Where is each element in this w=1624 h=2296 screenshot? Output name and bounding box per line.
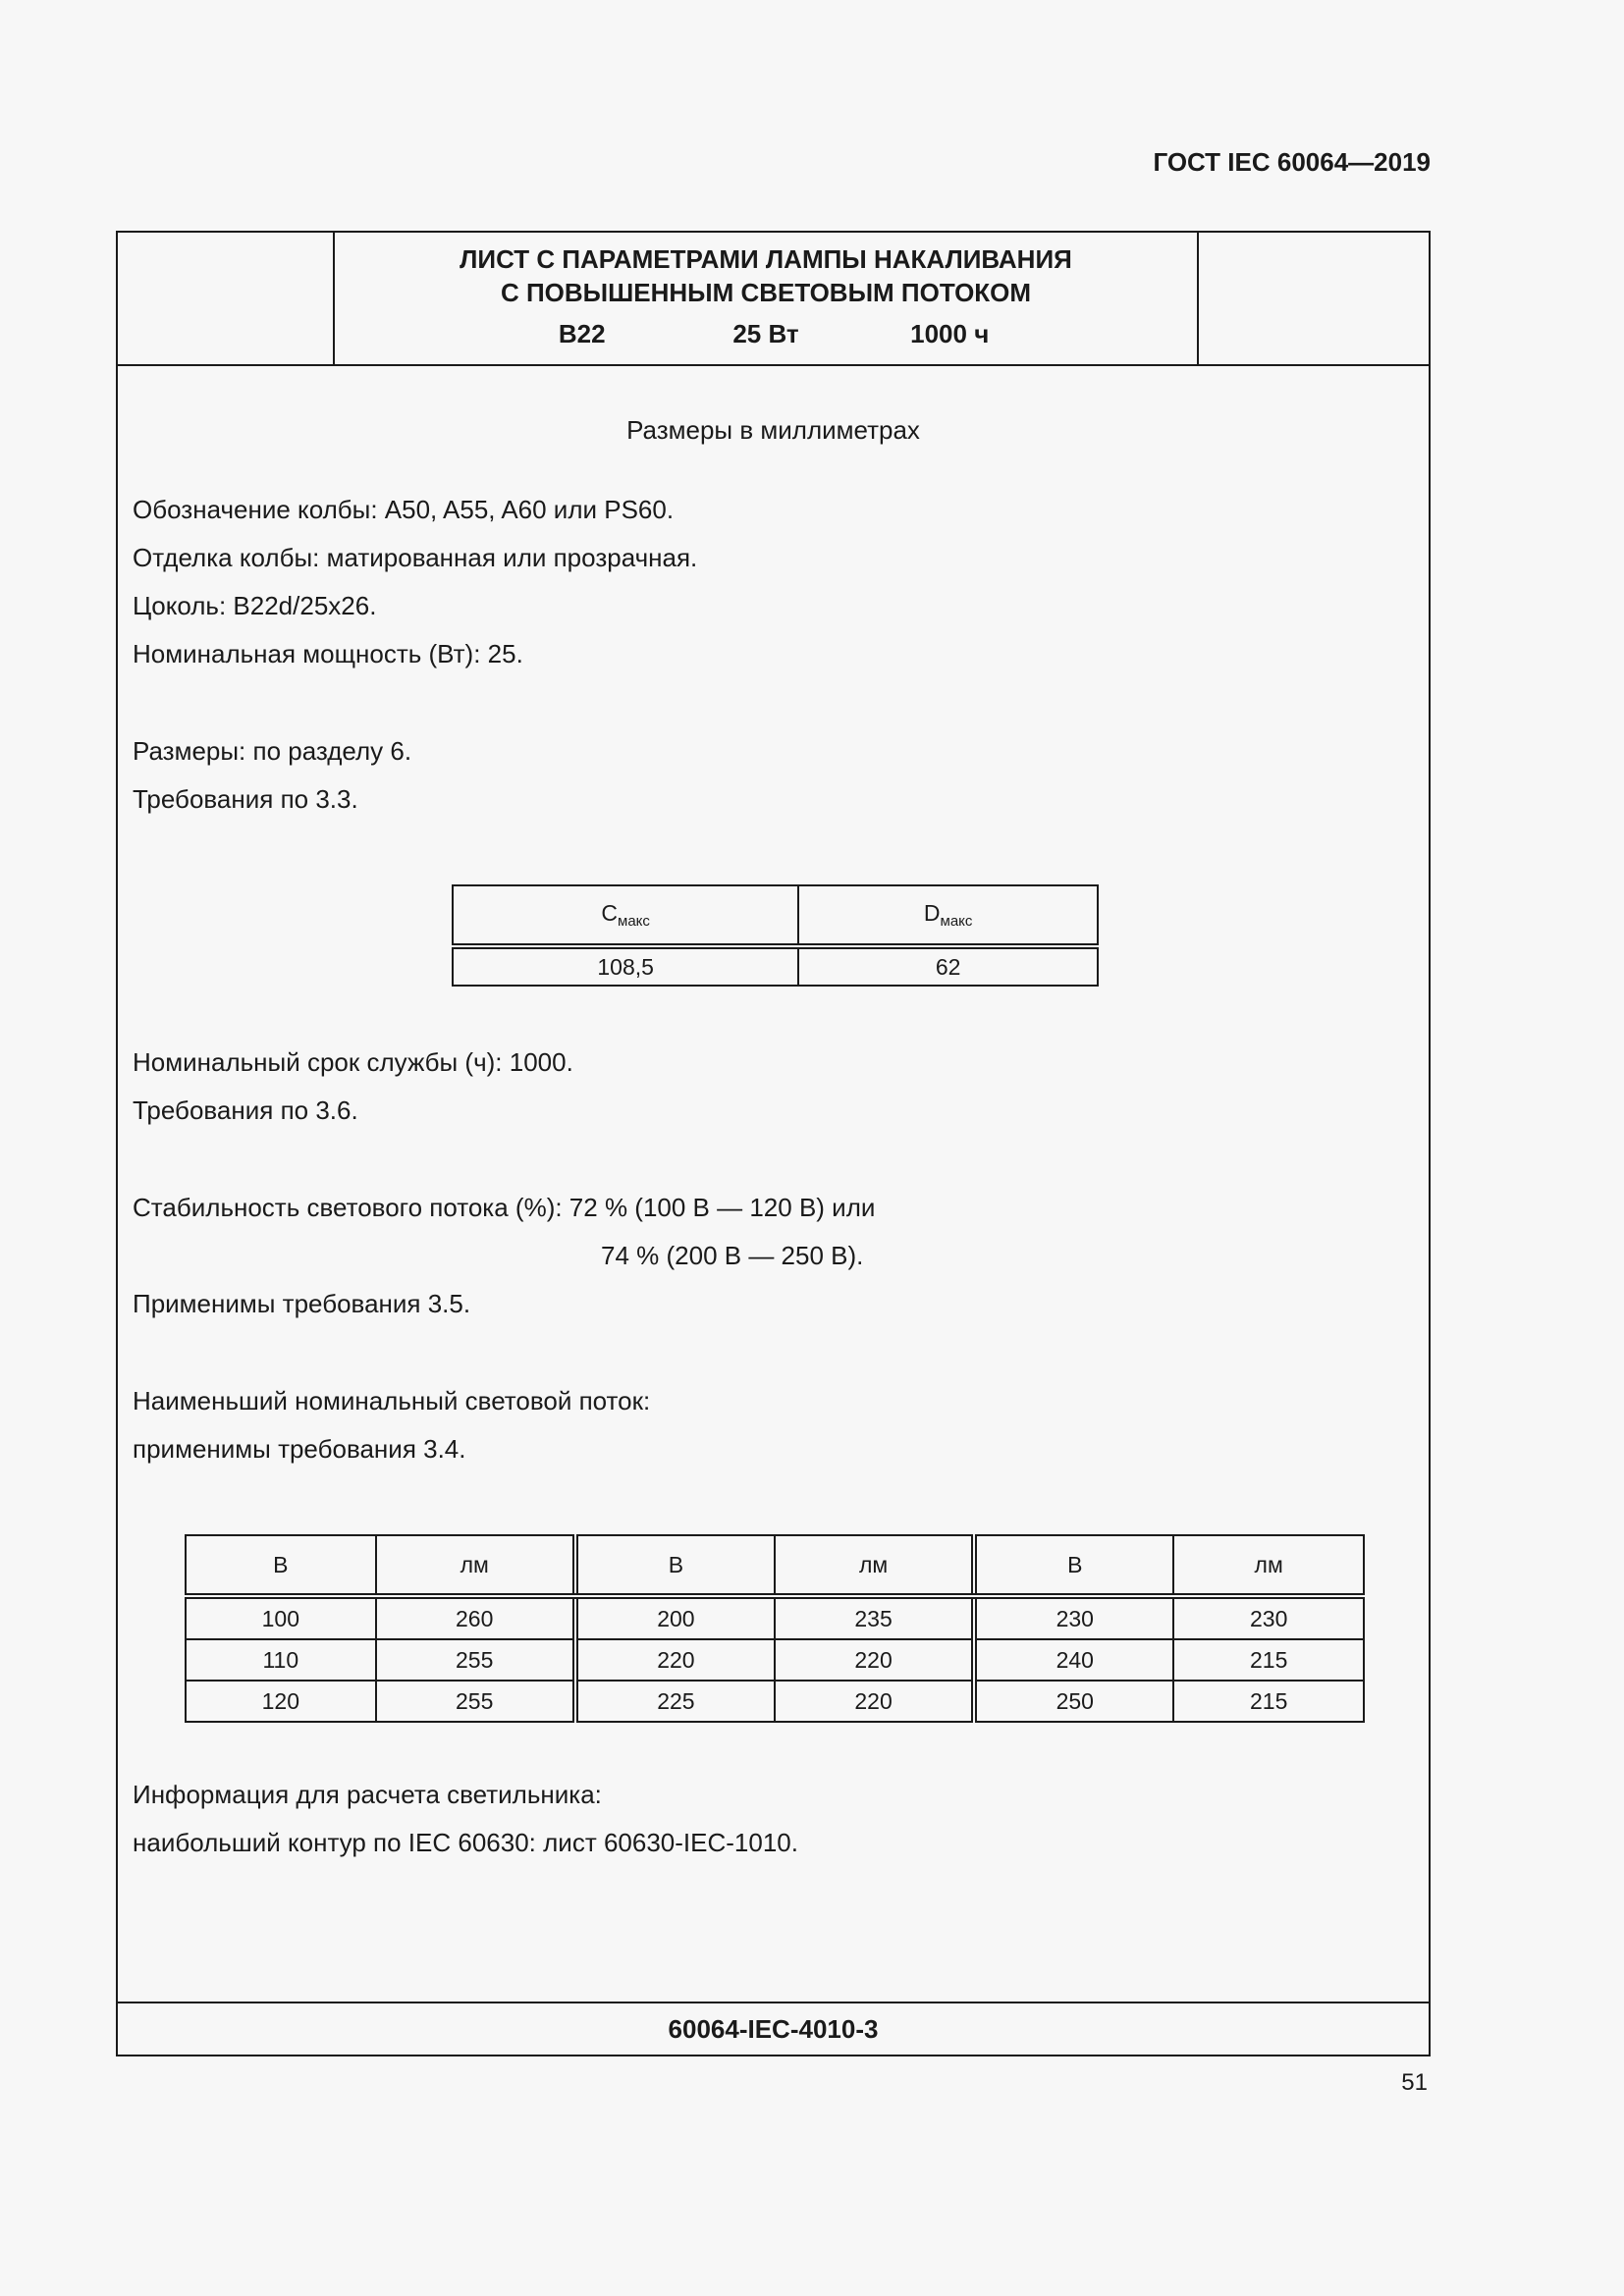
- bulb-finish: Отделка колбы: матированная или прозрачная.: [133, 543, 698, 572]
- flux-table-header: [186, 1535, 1364, 1596]
- table-cell: 250: [974, 1681, 1173, 1722]
- title-parameters: [335, 317, 1197, 350]
- voltage-header: В: [575, 1535, 775, 1596]
- table-cell: 215: [1173, 1681, 1364, 1722]
- d-max-header: $D_{макс}$: [798, 885, 1098, 946]
- d-max-value: 62: [798, 946, 1098, 986]
- sheet-id-footer: 60064-IEC-4010-3: [118, 2002, 1429, 2055]
- cap-type: B22: [558, 319, 606, 348]
- table-cell: 100: [186, 1596, 376, 1639]
- table-row: [186, 1639, 1364, 1681]
- rated-life-line: Номинальный срок службы (ч): 1000.: [133, 1047, 573, 1077]
- table-row: [186, 1681, 1364, 1722]
- title-block: [118, 233, 1429, 366]
- luminaire-info-line-1: Информация для расчета светильника:: [133, 1780, 602, 1809]
- table-cell: 120: [186, 1681, 376, 1722]
- table-cell: 255: [376, 1681, 575, 1722]
- rated-wattage: 25 Вт: [732, 319, 799, 348]
- requirements-3-5: Применимы требования 3.5.: [133, 1289, 471, 1318]
- standard-designation: ГОСТ IEC 60064—2019: [1153, 147, 1431, 177]
- table-cell: 230: [1173, 1596, 1364, 1639]
- page-number: 51: [1401, 2069, 1428, 2096]
- min-flux-line-2: применимы требования 3.4.: [133, 1434, 466, 1464]
- requirements-3-6: Требования по 3.6.: [133, 1095, 358, 1125]
- cap-line: Цоколь: B22d/25x26.: [133, 591, 377, 620]
- table-cell: 220: [775, 1639, 974, 1681]
- table-cell: 240: [974, 1639, 1173, 1681]
- data-sheet-frame: [116, 231, 1431, 2056]
- table-cell: 225: [575, 1681, 775, 1722]
- units-note: Размеры в миллиметрах: [626, 415, 920, 445]
- sheet-title-line-2: С ПОВЫШЕННЫМ СВЕТОВЫМ ПОТОКОМ: [500, 278, 1032, 307]
- voltage-header: В: [186, 1535, 376, 1596]
- sheet-title-line-1: ЛИСТ С ПАРАМЕТРАМИ ЛАМПЫ НАКАЛИВАНИЯ: [460, 244, 1072, 274]
- lumen-maintenance-line-1: Стабильность светового потока (%): 72 % (100 В — 120 В) или: [133, 1193, 876, 1222]
- luminous-flux-table: [185, 1534, 1365, 1723]
- table-cell: 200: [575, 1596, 775, 1639]
- flux-header: лм: [376, 1535, 575, 1596]
- table-cell: 110: [186, 1639, 376, 1681]
- voltage-header: В: [974, 1535, 1173, 1596]
- luminaire-info-line-2: наибольший контур по IEC 60630: лист 60630-IEC-1010.: [133, 1828, 798, 1857]
- dimensions-ref: Размеры: по разделу 6.: [133, 736, 412, 766]
- bulb-designation: Обозначение колбы: A50, A55, A60 или PS60.: [133, 495, 675, 524]
- c-max-header: $C_{макс}$: [453, 885, 798, 946]
- flux-header: лм: [1173, 1535, 1364, 1596]
- dimensions-table-header: [453, 885, 1098, 946]
- dimensions-table: [452, 884, 1099, 987]
- table-cell: 255: [376, 1639, 575, 1681]
- min-flux-line-1: Наименьший номинальный световой поток:: [133, 1386, 651, 1415]
- table-cell: 220: [775, 1681, 974, 1722]
- table-cell: 215: [1173, 1639, 1364, 1681]
- table-cell: 260: [376, 1596, 575, 1639]
- table-cell: 230: [974, 1596, 1173, 1639]
- c-max-value: 108,5: [453, 946, 798, 986]
- flux-header: лм: [775, 1535, 974, 1596]
- table-cell: 220: [575, 1639, 775, 1681]
- table-cell: 235: [775, 1596, 974, 1639]
- table-row: [453, 946, 1098, 986]
- lumen-maintenance-line-2: 74 % (200 В — 250 В).: [601, 1241, 864, 1270]
- requirements-3-3: Требования по 3.3.: [133, 784, 358, 814]
- table-row: [186, 1596, 1364, 1639]
- title-center-cell: [333, 233, 1199, 364]
- rated-power: Номинальная мощность (Вт): 25.: [133, 639, 523, 668]
- rated-life: 1000 ч: [910, 319, 990, 348]
